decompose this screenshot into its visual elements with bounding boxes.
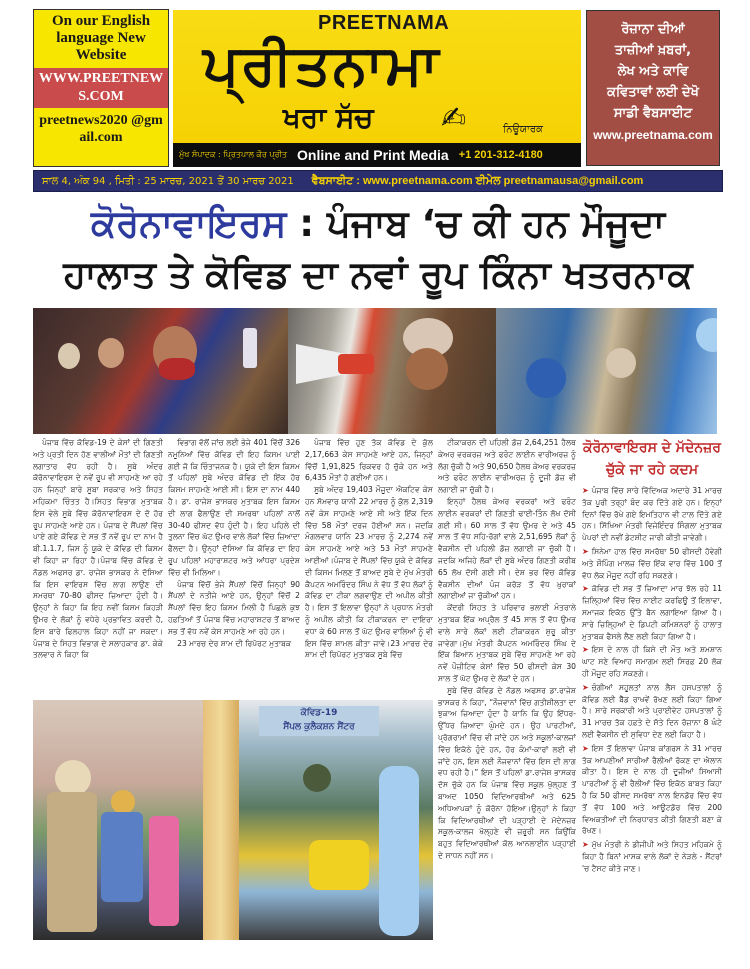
issue-info-bar — [33, 170, 723, 192]
list-item-text: ਇਸ ਤੋਂ ਇਲਾਵਾ ਪੰਜਾਬ ਕਾਂਗਰਸ ਨੇ 31 ਮਾਰਚ ਤੱਕ ਆਪਣੀਆਂ ਸਾਰੀਆਂ ਰੈਲੀਆਂ ਰੋਕਣ ਦਾ ਐਲਾਨ ਕੀਤਾ ਹੈ। ਇਸ ਦੇ ਨਾਲ ਹੀ ਦੂਜੀਆਂ ਸਿਆਸੀ ਪਾਰਟੀਆਂ ਨੂੰ ਵੀ ਰੈਲੀਆਂ ਵਿੱਚ ਇਕੱਠ ਬਾਬਤ ਕਿਹਾ ਹੈ ਕਿ 50 ਫੀਸਦ ਸਮਰੱਥਾ ਨਾਲ ਇਨਡੋਰ ਵਿੱਚ ਵੱਧ ਤੋਂ ਵੱਧ 100 ਅਤੇ ਆਊਟਡੋਰ ਵਿੱਚ 200 ਵਿਅਕਤੀਆਂ ਦੀ ਨਿਰਧਾਰਤ ਕੀਤੀ ਗਿਣਤੀ ਬਣਾ ਕੇ ਰੱਖਣ। — [582, 743, 722, 836]
red-arrow-bullet-icon: ➤ — [582, 743, 589, 753]
list-item-text: ਪੰਜਾਬ ਵਿੱਚ ਸਾਰੇ ਵਿੱਦਿਅਕ ਅਦਾਰੇ 31 ਮਾਰਚ ਤੱਕ ਪੂਰੀ ਤਰ੍ਹਾਂ ਬੰਦ ਕਰ ਦਿੱਤੇ ਗਏ ਹਨ। ਇਨ੍ਹਾਂ ਦਿਨਾਂ ਵਿੱਚ ਰੱਖੇ ਗਏ ਇਮਤਿਹਾਨ ਵੀ ਟਾਲ ਦਿੱਤੇ ਗਏ ਹਨ। ਸਿੱਖਿਆ ਮੰਤਰੀ ਵਿਜੇਇੰਦਰ ਸਿੰਗਲਾ ਮੁਤਾਬਕ ਪੇਪਰਾਂ ਦੀ ਨਵੀਂ ਡੇਟਸ਼ੀਟ ਜਾਰੀ ਕੀਤੀ ਜਾਵੇਗੀ। — [582, 486, 722, 543]
booth-sign-line: ਕੋਵਿਡ-19 — [300, 708, 338, 718]
list-item-text: ਮੁੱਖ ਮੰਤਰੀ ਨੇ ਡੀਜੀਪੀ ਅਤੇ ਸਿਹਤ ਮਹਿਕਮੇ ਨੂੰ ਕਿਹਾ ਹੈ ਬਿਨਾਂ ਮਾਸਕ ਵਾਲੇ ਲੋਕਾਂ ਦੇ ਨੇੜਲੇ - ਸੈਂਟਰਾਂ 'ਚ ਟੈਸਟ ਕੀਤੇ ਜਾਣ। — [582, 840, 722, 873]
main-headline — [33, 198, 723, 300]
headline-kicker: ਕੋਰੋਨਾਵਾਇਰਸ — [91, 202, 287, 245]
promo-email[interactable]: preetnews2020 @gmail.com — [39, 113, 163, 145]
list-item-text: ਚੰਗੀਆਂ ਸਹੂਲਤਾਂ ਨਾਲ ਲੈਸ ਹਸਪਤਾਲਾਂ ਨੂੰ ਕੋਵਿਡ ਲਈ ਬੈੱਡ ਰਾਖਵੇਂ ਰੱਖਣ ਲਈ ਕਿਹਾ ਗਿਆ ਹੈ। ਸਾਰੇ ਸਰਕਾਰੀ ਅਤੇ ਪ੍ਰਾਈਵੇਟ ਹਸਪਤਾਲਾਂ ਨੂੰ 31 ਮਾਰਚ ਤੱਕ ਹਫ਼ਤੇ ਦੇ ਸੱਤੇ ਦਿਨ ਰੋਜ਼ਾਨਾ 8 ਘੰਟੇ ਲਈ ਵੈਕਸੀਨ ਦੀ ਸੁਵਿਧਾ ਦੇਣ ਲਈ ਕਿਹਾ ਹੈ। — [582, 682, 722, 739]
article-paragraph: ਪੰਜਾਬ ਵਿੱਚੋਂ ਭੇਜੇ ਸੈਂਪਲਾਂ ਵਿੱਚੋਂ ਜਿਨ੍ਹਾਂ 90 ਸੈਂਪਲਾਂ ਦੇ ਨਤੀਜੇ ਆਏ ਹਨ, ਉਨ੍ਹਾਂ ਵਿੱਚੋਂ 2 ਸੈਂਪਲਾਂ ਵਿੱਚ ਇਹ ਕਿਸਮ ਮਿਲੀ ਹੈ ਪਿਛਲੇ ਕੁਝ ਹਫ਼ਤਿਆਂ ਤੋਂ ਪੰਜਾਬ ਵਿੱਚ ਮਹਾਰਾਸ਼ਟਰ ਤੋਂ ਬਾਅਦ ਸਭ ਤੋਂ ਵੱਧ ਨਵੇਂ ਕੇਸ ਸਾਹਮਣੇ ਆ ਰਹੇ ਹਨ। — [168, 579, 300, 636]
promo-line: ਰੋਜ਼ਾਨਾ ਦੀਆਂ — [621, 22, 685, 37]
media-label: Online and Print Media — [297, 147, 449, 163]
brand-logo-english: PREETNAMA — [318, 12, 450, 34]
red-arrow-bullet-icon: ➤ — [582, 840, 589, 850]
measures-sidebar — [582, 437, 722, 937]
health-worker-screening-photo — [496, 308, 717, 434]
measures-list — [582, 485, 722, 875]
sidebar-title: ਕੋਰੋਨਾਵਾਇਰਸ ਦੇ ਮੱਦੇਨਜ਼ਰ ਚੁੱਕੇ ਜਾ ਰਹੇ ਕਦਮ — [583, 440, 721, 478]
brand-logo-punjabi: ਪ੍ਰੀਤਨਾਮਾ — [203, 33, 441, 98]
promo-line: ਕਵਿਤਾਵਾਂ ਲਈ ਦੇਖੋ — [607, 85, 699, 100]
headline-line1: : ਪੰਜਾਬ ‘ਚ ਕੀ ਹਨ ਮੌਜੂਦਾ — [286, 202, 665, 245]
promo-website-link[interactable]: www.preetnama.com — [593, 128, 713, 142]
list-item — [582, 546, 722, 581]
chief-editor: ਮੁੱਖ ਸੰਪਾਦਕ : ਪ੍ਰਿਤਪਾਲ ਕੌਰ ਪ੍ਰੀਤ — [179, 150, 288, 159]
promo-website-link[interactable]: WWW.PREETNEWS.COM — [34, 68, 168, 108]
article-paragraph: ਵਿਭਾਗ ਵੱਲੋਂ ਜਾਂਚ ਲਈ ਭੇਜੇ 401 ਵਿੱਚੋਂ 326 ਨਮੂਨਿਆਂ ਵਿੱਚ ਕੋਵਿਡ ਦੀ ਇਹ ਕਿਸਮ ਪਾਈ ਗਈ ਜੋ ਕਿ ਚਿੰਤਾਜਨਕ ਹੈ। ਯੂਕੇ ਦੀ ਇਸ ਕਿਸਮ ਤੋਂ ਪਹਿਲਾਂ ਸੂਬੇ ਅੰਦਰ ਕੋਵਿਡ ਦੀ ਇੱਕ ਹੋਰ ਕਿਸਮ ਸਾਹਮਣੇ ਆਈ ਸੀ। ਇਸ ਦਾ ਨਾਮ 440 ਹੈ। ਡਾ. ਰਾਜੇਸ਼ ਭਾਸਕਰ ਮੁਤਾਬਕ ਇਸ ਕਿਸਮ ਦੀ ਲਾਗ ਫੈਲਾਉਣ ਦੀ ਸਮਰਥਾ ਪਹਿਲਾਂ ਨਾਲੋਂ 30-40 ਫੀਸਦ ਵੱਧ ਹੁੰਦੀ ਹੈ। ਇਹ ਪਹਿਲੇ ਦੀ ਤੁਲਨਾ ਵਿੱਚ ਘੱਟ ਉਮਰ ਵਾਲੇ ਲੋਕਾਂ ਵਿੱਚ ਜ਼ਿਆਦਾ ਫੈਲਦਾ ਹੈ। ਉਨ੍ਹਾਂ ਦੱਸਿਆ ਕਿ ਕੋਵਿਡ ਦਾ ਇਹ ਰੂਪ ਪਹਿਲਾਂ ਮਹਾਰਾਸ਼ਟਰ ਅਤੇ ਆਂਧਰਾ ਪ੍ਰਦੇਸ਼ ਵਿੱਚ ਵੀ ਮਿਲਿਆ। — [168, 438, 300, 577]
slogan: ਖਰਾ ਸੱਚ — [283, 101, 374, 134]
list-item — [582, 682, 722, 741]
article-paragraph: 23 ਮਾਰਚ ਦੇਰ ਸ਼ਾਮ ਦੀ ਰਿਪੋਰਟ ਮੁਤਾਬਕ — [177, 638, 292, 648]
masthead — [173, 10, 581, 167]
contact-info[interactable]: ਵੈਬਸਾਈਟ : www.preetnama.com ਈਮੇਲ preetnamausa@gmail.com — [311, 174, 644, 187]
article-paragraph: ਪੰਜਾਬ ਵਿੱਚ ਹੁਣ ਤੱਕ ਕੋਵਿਡ ਦੇ ਕੁੱਲ 2,17,663 ਕੇਸ ਸਾਹਮਣੇ ਆਏ ਹਨ, ਜਿਨ੍ਹਾਂ ਵਿੱਚੋਂ 1,91,825 ਰਿਕਵਰ ਹੋ ਚੁੱਕੇ ਹਨ ਅਤੇ 6,435 ਮੌਤਾਂ ਹੋ ਗਈਆਂ ਹਨ। — [305, 438, 433, 483]
city-label: ਨਿਊਯਾਰਕ — [503, 124, 543, 135]
promo-line: ਤਾਜ਼ੀਆਂ ਖ਼ਬਰਾਂ, — [614, 43, 692, 58]
list-item — [582, 485, 722, 544]
headline-line2: ਹਾਲਾਤ ਤੇ ਕੋਵਿਡ ਦਾ ਨਵਾਂ ਰੂਪ ਕਿੰਨਾ ਖਤਰਨਾਕ — [63, 253, 693, 296]
red-arrow-bullet-icon: ➤ — [582, 645, 589, 655]
writing-hand-icon: ✍ — [441, 101, 467, 136]
promo-text: On our English language New Website — [51, 13, 151, 63]
sample-booth-photo — [239, 700, 433, 940]
article-paragraph: ਪੰਜਾਬ ਵਿੱਚ ਕੋਵਿਡ-19 ਦੇ ਕੇਸਾਂ ਦੀ ਗਿਣਤੀ ਅਤੇ ਪ੍ਰਤੀ ਦਿਨ ਹੋਣ ਵਾਲੀਆਂ ਮੌਤਾਂ ਦੀ ਗਿਣਤੀ ਲਗਾਤਾਰ ਵੱਧ ਰਹੀ ਹੈ। ਸੂਬੇ ਅੰਦਰ ਕੋਰੋਨਾਵਾਇਰਸ ਦੇ ਨਵੇਂ ਰੂਪ ਵੀ ਸਾਹਮਣੇ ਆ ਰਹੇ ਹਨ ਜਿਨ੍ਹਾਂ ਬਾਰੇ ਸੂਬਾ ਸਰਕਾਰ ਅਤੇ ਸਿਹਤ ਮਹਿਕਮਾ ਚਿੰਤਤ ਹੈ।ਸਿਹਤ ਵਿਭਾਗ ਮੁਤਾਬਕ ਇਸ ਵੇਲੇ ਸੂਬੇ ਵਿੱਚ ਕੋਰੋਨਾਵਾਇਰਸ ਦੇ ਦੋ ਹੋਰ ਰੂਪ ਸਾਹਮਣੇ ਆਏ ਹਨ। ਪੰਜਾਬ ਦੇ ਸੈਂਪਲਾਂ ਵਿੱਚ ਪਾਏ ਗਏ ਕੋਵਿਡ ਦੇ ਸਭ ਤੋਂ ਨਵੇਂ ਰੂਪ ਦਾ ਨਾਮ ਹੈ ਬੀ.1.1.7, ਜਿਸ ਨੂੰ ਯੂਕੇ ਦੇ ਕੋਵਿਡ ਦੀ ਕਿਸਮ ਵੀ ਕਿਹਾ ਜਾ ਰਿਹਾ ਹੈ।ਪੰਜਾਬ ਵਿੱਚ ਕੋਵਿਡ ਦੇ ਨੋਡਲ ਅਫਸਰ ਡਾ. ਰਾਜੇਸ਼ ਭਾਸਕਰ ਨੇ ਦੱਸਿਆ ਕਿ ਇਸ ਵਾਇਰਸ ਵਿੱਚ ਲਾਗ ਲਾਉਣ ਦੀ ਸਮਰਥਾ 70-80 ਫੀਸਦ ਜ਼ਿਆਦਾ ਹੁੰਦੀ ਹੈ।ਉਨ੍ਹਾਂ ਨੇ ਕਿਹਾ ਕਿ ਇਹ ਨਵੀਂ ਕਿਸਮ ਕਿਹੜੀ ਉਮਰ ਦੇ ਲੋਕਾਂ ਨੂੰ ਵਧੇਰੇ ਪ੍ਰਭਾਵਿਤ ਕਰਦੀ ਹੈ, ਇਸ ਬਾਰੇ ਫਿਲਹਾਲ ਕਿਹਾ ਨਹੀਂ ਜਾ ਸਕਦਾ। ਪੰਜਾਬ ਦੇ ਸਿਹਤ ਵਿਭਾਗ ਦੇ ਸਲਾਹਕਾਰ ਡਾ. ਕੇਕੇ ਤਲਵਾਰ ਨੇ ਕਿਹਾ ਕਿ — [33, 438, 163, 660]
promo-line: ਸਾਡੀ ਵੈਬਸਾਈਟ — [613, 106, 693, 121]
english-website-promo — [33, 9, 169, 167]
queue-outside-hospital-photo — [33, 700, 203, 940]
list-item — [582, 839, 722, 874]
promo-line: ਲੇਖ ਅਤੇ ਕਾਵਿ — [617, 64, 689, 79]
article-column-1 — [33, 437, 163, 695]
article-paragraph: ਇਨ੍ਹਾਂ ਹੈਲਥ ਕੇਅਰ ਵਰਕਰਾਂ ਅਤੇ ਫਰੰਟ ਲਾਈਨ ਵਰਕਰਾਂ ਦੀ ਗਿਣਤੀ ਢਾਈ-ਤਿੰਨ ਲੱਖ ਦੱਸੀ ਗਈ ਸੀ। 60 ਸਾਲ ਤੋਂ ਵੱਧ ਉਮਰ ਦੇ ਅਤੇ 45 ਸਾਲ ਤੋਂ ਵੱਧ ਸਹਿ-ਰੋਗਾਂ ਵਾਲੇ 2,51,695 ਲੋਕਾਂ ਨੂੰ ਵੈਕਸੀਨ ਦੀ ਪਹਿਲੀ ਡੋਜ਼ ਲਗਾਈ ਜਾ ਚੁੱਕੀ ਹੈ। ਜਦਕਿ ਅਜਿਹੇ ਲੋਕਾਂ ਦੀ ਸੂਬੇ ਅੰਦਰ ਗਿਣਤੀ ਕਰੀਬ 65 ਲੱਖ ਦੱਸੀ ਗਈ ਸੀ। ਦੇਸ਼ ਭਰ ਵਿੱਚ ਕੋਵਿਡ ਵੈਕਸੀਨ ਦੀਆਂ ਪੰਜ ਕਰੋੜ ਤੋਂ ਵੱਧ ਖ਼ੁਰਾਕਾਂ ਲਗਾਈਆਂ ਜਾ ਚੁੱਕੀਆਂ ਹਨ। — [438, 496, 576, 601]
list-item-text: ਕੋਵਿਡ ਦੀ ਸਭ ਤੋਂ ਜ਼ਿਆਦਾ ਮਾਰ ਝੱਲ ਰਹੇ 11 ਜ਼ਿਲ੍ਹਿਆਂ ਵਿੱਚ ਵਿੱਚ ਨਾਈਟ ਕਰਫਿਊ ਤੋਂ ਇਲਾਵਾ, ਸਮਾਜਕ ਇਕੱਠ ਉੱਤੇ ਬੈਨ ਲਗਾਇਆ ਗਿਆ ਹੈ। ਸਾਰੇ ਜ਼ਿਲ੍ਹਿਆਂ ਦੇ ਡਿਪਟੀ ਕਮਿਸ਼ਨਰਾਂ ਨੂੰ ਹਾਲਾਤ ਮੁਤਾਬਕ ਫੈਸਲੇ ਲੈਣ ਲਈ ਕਿਹਾ ਗਿਆ ਹੈ। — [582, 584, 722, 641]
booth-sign — [259, 706, 379, 736]
phone-number[interactable]: +1 201-312-4180 — [458, 149, 543, 161]
article-paragraph: ਕੇਂਦਰੀ ਸਿਹਤ ਤੇ ਪਰਿਵਾਰ ਭਲਾਈ ਮੰਤਰਾਲੇ ਮੁਤਾਬਕ ਇੱਕ ਅਪ੍ਰੈਲ ਤੋਂ 45 ਸਾਲ ਤੋਂ ਵੱਧ ਉਮਰ ਵਾਲੇ ਸਾਰੇ ਲੋਕਾਂ ਲਈ ਟੀਕਾਕਰਨ ਸ਼ੁਰੂ ਕੀਤਾ ਜਾਵੇਗਾ।ਮੁੱਖ ਮੰਤਰੀ ਕੈਪਟਨ ਅਮਰਿੰਦਰ ਸਿੰਘ ਦੇ ਇੱਕ ਬਿਆਨ ਮੁਤਾਬਕ ਸੂਬੇ ਵਿੱਚ ਸਾਹਮਣੇ ਆ ਰਹੇ ਨਵੇਂ ਪੌਜ਼ੀਟਿਵ ਕੇਸਾਂ ਵਿੱਚ 50 ਫੀਸਦੀ ਕੇਸ 30 ਸਾਲ ਤੋਂ ਘੱਟ ਉਮਰ ਦੇ ਲੋਕਾਂ ਦੇ ਹਨ। — [438, 603, 576, 683]
pillar — [203, 700, 239, 940]
police-megaphone-photo — [288, 308, 496, 434]
red-arrow-bullet-icon: ➤ — [582, 682, 589, 692]
red-arrow-bullet-icon: ➤ — [582, 486, 589, 495]
red-arrow-bullet-icon: ➤ — [582, 584, 589, 594]
punjabi-website-promo — [586, 10, 720, 166]
students-temperature-check-photo — [33, 308, 288, 434]
article-column-4 — [438, 437, 576, 937]
list-item — [582, 743, 722, 837]
list-item — [582, 644, 722, 679]
issue-date: ਸਾਲ 4, ਅੰਕ 94 , ਮਿਤੀ : 25 ਮਾਰਚ, 2021 ਤੋਂ 30 ਮਾਰਚ 2021 — [42, 175, 294, 187]
covid-screening-collage-photo — [33, 308, 717, 434]
list-item-text: ਸਿਨੇਮਾ ਹਾਲ ਵਿੱਚ ਸਮਰੱਥਾ 50 ਫੀਸਦੀ ਹੋਵੇਗੀ ਅਤੇ ਸ਼ੌਪਿੰਗ ਮਾਲਜ਼ ਵਿੱਚ ਇੱਕ ਵਾਰ ਵਿੱਚ 100 ਤੋਂ ਵੱਧ ਲੋਕ ਮੌਜੂਦ ਨਹੀਂ ਰਹਿ ਸਕਣਗੇ। — [582, 546, 722, 580]
list-item — [582, 583, 722, 642]
article-column-2 — [168, 437, 300, 695]
list-item-text: ਇਸ ਦੇ ਨਾਲ ਹੀ ਕਿਸੇ ਦੀ ਮੌਤ ਅਤੇ ਸ਼ਮਸ਼ਾਨ ਘਾਟ ਸਣੇ ਵਿਆਹ ਸਮਾਗਮ ਲਈ ਸਿਰਫ਼ 20 ਲੋਕ ਹੀ ਮੌਜੂਦ ਰਹਿ ਸਕਣਗੇ। — [582, 645, 722, 678]
red-arrow-bullet-icon: ➤ — [582, 546, 589, 556]
article-paragraph: ਟੀਕਾਕਰਨ ਦੀ ਪਹਿਲੀ ਡੋਜ਼ 2,64,251 ਹੈਲਥ ਕੇਅਰ ਵਰਕਰਜ਼ ਅਤੇ ਫਰੰਟ ਲਾਈਨ ਵਾਰੀਅਰਜ਼ ਨੂੰ ਲੱਗ ਚੁੱਕੀ ਹੈ ਅਤੇ 90,650 ਹੈਲਥ ਕੇਅਰ ਵਰਕਰਜ਼ ਅਤੇ ਫਰੰਟ ਲਾਈਨ ਵਾਰੀਅਰਜ਼ ਨੂੰ ਦੂਜੀ ਡੋਜ਼ ਵੀ ਲਗਾਈ ਜਾ ਚੁੱਕੀ ਹੈ। — [438, 438, 576, 495]
masthead-bar — [173, 143, 581, 167]
booth-sign-line: ਸੈਂਪਲ ਕੁਲੈਕਸ਼ਨ ਸੈਂਟਰ — [283, 722, 355, 732]
article-paragraph: ਸੂਬੇ ਵਿੱਚ ਕੋਵਿਡ ਦੇ ਨੋਡਲ ਅਫਸਰ ਡਾ.ਰਾਜੇਸ਼ ਭਾਸਕਰ ਨੇ ਕਿਹਾ, “ਨੌਜਵਾਨਾਂ ਵਿੱਚ ਗਤੀਸ਼ੀਲਤਾ ਦਾ ਝੁਕਾਅ ਜ਼ਿਆਦਾ ਹੁੰਦਾ ਹੈ ਯਾਨਿ ਕਿ ਉਹ ਇੱਧਰ-ਉੱਧਰ ਜ਼ਿਆਦਾ ਘੁੰਮਦੇ ਹਨ। ਉਹ ਪਾਰਟੀਆਂ, ਪ੍ਰੋਗਰਾਮਾਂ ਵਿੱਚ ਵੀ ਜਾਂਦੇ ਹਨ ਅਤੇ ਸਕੂਲਾਂ-ਕਾਲਜਾਂ ਵਿੱਚ ਇਕੱਠੇ ਹੁੰਦੇ ਹਨ, ਹੋਰ ਕੰਮਾਂ-ਕਾਰਾਂ ਲਈ ਵੀ ਜਾਂਦੇ ਹਨ, ਇਸ ਲਈ ਨੌਜਵਾਨਾਂ ਵਿੱਚ ਇਸ ਦੀ ਲਾਗ ਵਧ ਰਹੀ ਹੈ।” ਇਸ ਤੋਂ ਪਹਿਲਾਂ ਡਾ.ਰਾਜੇਸ਼ ਭਾਸਕਰ ਦੱਸ ਚੁੱਕੇ ਹਨ ਕਿ ਪੰਜਾਬ ਵਿੱਚ ਸਕੂਲ ਖੁੱਲ੍ਹਣ ਤੋਂ ਬਾਅਦ 1050 ਵਿਦਿਆਰਥੀਆਂ ਅਤੇ 625 ਅਧਿਆਪਕਾਂ ਨੂੰ ਕੋਰੋਨਾ ਹੋਇਆ।ਉਨ੍ਹਾਂ ਨੇ ਕਿਹਾ ਕਿ ਵਿਦਿਆਰਥੀਆਂ ਦੀ ਪੜ੍ਹਾਈ ਦੇ ਮੱਦੇਨਜ਼ਰ ਸਕੂਲ-ਕਾਲਜ ਖੋਲ੍ਹਣੇ ਵੀ ਜ਼ਰੂਰੀ ਸਨ ਕਿਉਂਕਿ ਬਹੁਤ ਵਿਦਿਆਰਥੀਆਂ ਕੋਲ ਆਨਲਾਈਨ ਪੜ੍ਹਾਈ ਦੇ ਸਾਧਨ ਨਹੀਂ ਸਨ। — [438, 685, 576, 860]
covid-sample-collection-photo — [33, 700, 433, 940]
article-column-3 — [305, 437, 433, 695]
article-paragraph: ਸੂਬੇ ਅੰਦਰ 19,403 ਮੌਜੂਦਾ ਐਕਟਿਵ ਕੇਸ ਹਨ ਸੋਮਵਾਰ ਯਾਨੀ 22 ਮਾਰਚ ਨੂੰ ਕੁੱਲ 2,319 ਨਵੇਂ ਕੇਸ ਸਾਹਮਣੇ ਆਏ ਸੀ ਅਤੇ ਇੱਕ ਦਿਨ ਵਿੱਚ 58 ਮੌਤਾਂ ਦਰਜ ਹੋਈਆਂ ਸਨ। ਜਦਕਿ ਮੰਗਲਵਾਰ ਯਾਨਿ 23 ਮਾਰਚ ਨੂੰ 2,274 ਨਵੇਂ ਕੇਸ ਸਾਹਮਣੇ ਆਏ ਅਤੇ 53 ਮੌਤਾਂ ਸਾਹਮਣੇ ਆਈਆਂ।ਪੰਜਾਬ ਦੇ ਸੈਂਪਲਾਂ ਵਿੱਚ ਯੂਕੇ ਦੇ ਕੋਵਿਡ ਦੀ ਕਿਸਮ ਮਿਲਣ ਤੋਂ ਬਾਅਦ ਸੂਬੇ ਦੇ ਮੁੱਖ ਮੰਤਰੀ ਕੈਪਟਨ ਅਮਰਿੰਦਰ ਸਿੰਘ ਨੇ ਵੱਧ ਤੋਂ ਵੱਧ ਲੋਕਾਂ ਨੂੰ ਕੋਵਿਡ ਦਾ ਟੀਕਾ ਲਗਵਾਉਣ ਦੀ ਅਪੀਲ ਕੀਤੀ ਹੈ। ਇਸ ਤੋਂ ਇਲਾਵਾ ਉਨ੍ਹਾਂ ਨੇ ਪ੍ਰਧਾਨ ਮੰਤਰੀ ਨੂੰ ਅਪੀਲ ਕੀਤੀ ਕਿ ਟੀਕਾਕਰਨ ਦਾ ਦਾਇਰਾ ਵਧਾ ਕੇ 60 ਸਾਲ ਤੋਂ ਘੱਟ ਉਮਰ ਵਾਲਿਆਂ ਨੂੰ ਵੀ ਇਸ ਵਿੱਚ ਸ਼ਾਮਲ ਕੀਤਾ ਜਾਵੇ।23 ਮਾਰਚ ਦੇਰ ਸ਼ਾਮ ਦੀ ਰਿਪੋਰਟ ਮੁਤਾਬਕ ਸੂਬੇ ਵਿੱਚ — [305, 485, 433, 660]
